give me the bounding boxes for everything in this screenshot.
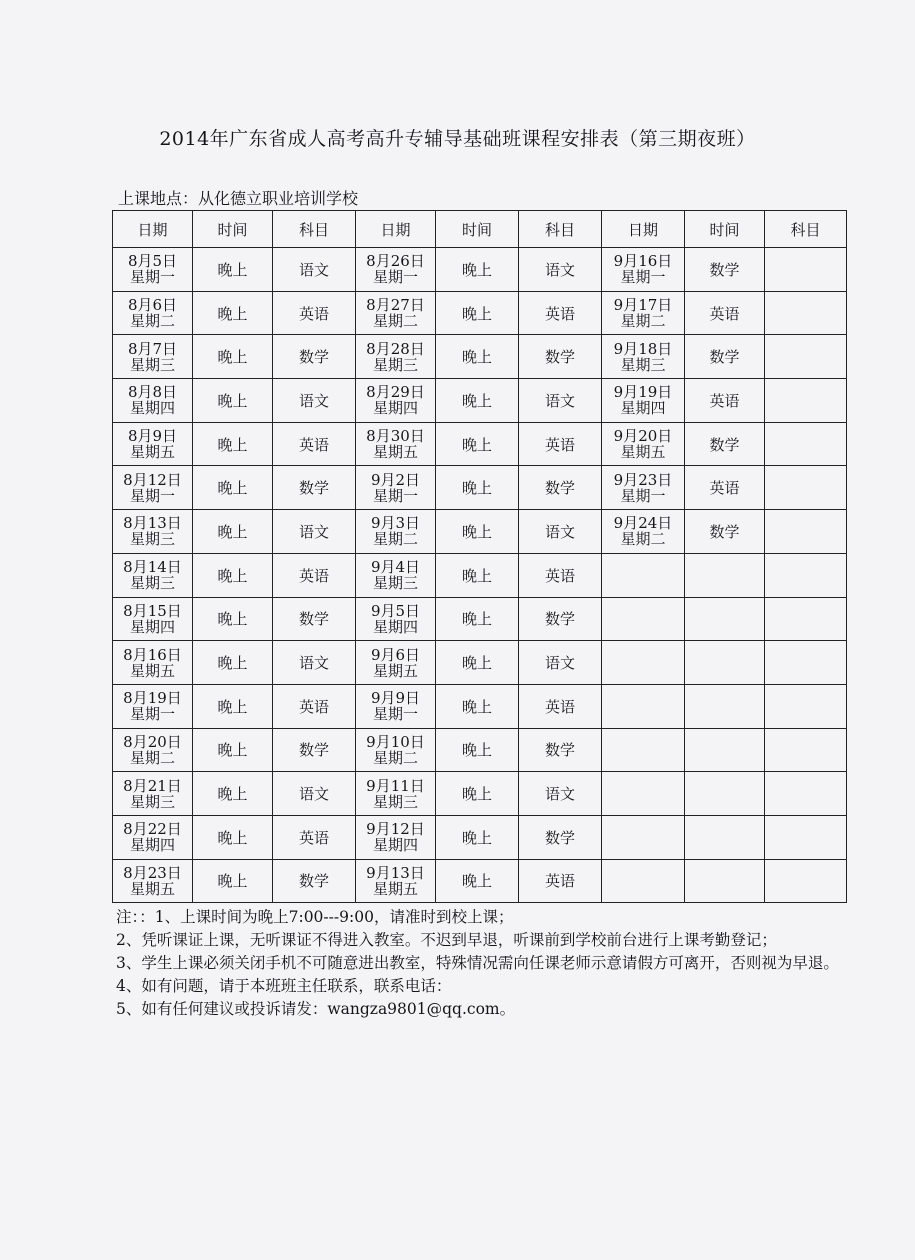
table-row <box>113 335 847 379</box>
time-cell: 晚上 <box>436 379 519 423</box>
weekday-text: 星期三 <box>129 355 175 374</box>
subject-cell <box>765 510 847 554</box>
weekday-text: 星期三 <box>372 574 418 593</box>
weekday-text: 星期一 <box>129 486 175 505</box>
time-cell <box>685 772 765 816</box>
column-header: 日期 <box>113 211 193 248</box>
subject-cell <box>602 597 685 641</box>
date-cell <box>602 335 685 379</box>
weekday-text: 星期四 <box>129 836 175 855</box>
column-header: 科目 <box>273 211 356 248</box>
subject-cell: 英语 <box>519 553 602 597</box>
table-row <box>113 772 847 816</box>
table-row <box>113 597 847 641</box>
subject-cell: 语文 <box>519 641 602 685</box>
date-cell <box>602 422 685 466</box>
time-cell: 晚上 <box>193 379 273 423</box>
time-cell: 英语 <box>685 291 765 335</box>
subject-cell: 数学 <box>273 597 356 641</box>
table-row <box>113 728 847 772</box>
time-cell: 英语 <box>685 379 765 423</box>
time-cell: 晚上 <box>193 859 273 903</box>
table-row <box>113 684 847 728</box>
time-cell: 晚上 <box>436 422 519 466</box>
date-text: 9月11日 <box>366 776 425 795</box>
subject-cell <box>602 553 685 597</box>
date-cell <box>113 422 193 466</box>
subject-cell <box>765 641 847 685</box>
date-text: 9月5日 <box>370 601 421 620</box>
subject-cell: 英语 <box>273 291 356 335</box>
date-cell <box>356 422 436 466</box>
subject-cell <box>765 291 847 335</box>
date-text: 8月26日 <box>366 252 425 271</box>
subject-cell: 语文 <box>273 772 356 816</box>
time-cell: 晚上 <box>193 291 273 335</box>
subject-cell <box>602 772 685 816</box>
date-text: 8月12日 <box>123 470 182 489</box>
date-cell <box>113 291 193 335</box>
time-cell: 晚上 <box>193 728 273 772</box>
date-cell <box>356 510 436 554</box>
column-header: 日期 <box>356 211 436 248</box>
subject-cell: 数学 <box>519 728 602 772</box>
subject-cell <box>765 684 847 728</box>
time-cell: 晚上 <box>193 597 273 641</box>
date-text: 8月22日 <box>123 820 182 839</box>
weekday-text: 星期一 <box>620 486 666 505</box>
time-cell: 晚上 <box>193 248 273 292</box>
time-cell: 晚上 <box>436 728 519 772</box>
subject-cell <box>765 379 847 423</box>
date-text: 9月10日 <box>366 732 425 751</box>
date-text: 8月27日 <box>366 296 425 315</box>
subject-cell: 英语 <box>273 684 356 728</box>
subject-cell: 语文 <box>273 510 356 554</box>
time-cell <box>685 815 765 859</box>
date-cell <box>356 597 436 641</box>
date-text: 9月6日 <box>370 645 421 664</box>
subject-cell <box>602 728 685 772</box>
date-cell <box>356 379 436 423</box>
time-cell: 晚上 <box>436 815 519 859</box>
date-text: 9月17日 <box>613 296 673 315</box>
subject-cell: 语文 <box>519 772 602 816</box>
time-cell: 晚上 <box>436 859 519 903</box>
subject-cell: 英语 <box>519 859 602 903</box>
date-cell <box>356 291 436 335</box>
column-header: 科目 <box>765 211 847 248</box>
subject-cell <box>765 772 847 816</box>
date-cell <box>356 641 436 685</box>
subject-cell: 语文 <box>273 379 356 423</box>
date-cell <box>113 684 193 728</box>
weekday-text: 星期四 <box>372 836 418 855</box>
date-text: 9月9日 <box>370 689 421 708</box>
weekday-text: 星期一 <box>129 268 175 287</box>
date-text: 8月7日 <box>127 339 178 358</box>
date-cell <box>356 859 436 903</box>
date-cell <box>356 684 436 728</box>
subject-cell: 语文 <box>273 248 356 292</box>
date-text: 8月29日 <box>366 383 425 402</box>
time-cell: 数学 <box>685 335 765 379</box>
date-text: 9月2日 <box>370 470 421 489</box>
note-3: 3、学生上课必须关闭手机不可随意进出教室，特殊情况需向任课老师示意请假方可离开，否则视为早退。 <box>116 954 839 972</box>
weekday-text: 星期五 <box>372 661 418 680</box>
table-row <box>113 379 847 423</box>
weekday-text: 星期五 <box>372 443 418 462</box>
date-cell <box>113 510 193 554</box>
time-cell: 晚上 <box>193 553 273 597</box>
weekday-text: 星期五 <box>129 661 175 680</box>
column-header: 科目 <box>519 211 602 248</box>
date-cell <box>602 248 685 292</box>
date-text: 9月12日 <box>366 820 425 839</box>
weekday-text: 星期四 <box>129 617 175 636</box>
table-row <box>113 248 847 292</box>
column-header: 时间 <box>193 211 273 248</box>
date-cell <box>113 379 193 423</box>
weekday-text: 星期四 <box>372 617 418 636</box>
notes-section <box>116 906 856 1021</box>
date-cell <box>113 859 193 903</box>
subject-cell: 数学 <box>519 597 602 641</box>
date-text: 8月15日 <box>123 601 182 620</box>
date-cell <box>113 335 193 379</box>
date-text: 8月21日 <box>123 776 182 795</box>
subject-cell: 数学 <box>519 815 602 859</box>
weekday-text: 星期五 <box>129 879 175 898</box>
subject-cell <box>765 859 847 903</box>
date-text: 8月28日 <box>366 339 425 358</box>
date-cell <box>356 466 436 510</box>
time-cell: 晚上 <box>193 422 273 466</box>
weekday-text: 星期三 <box>129 530 175 549</box>
date-text: 8月30日 <box>366 427 425 446</box>
time-cell: 英语 <box>685 466 765 510</box>
weekday-text: 星期五 <box>620 443 666 462</box>
date-text: 9月24日 <box>613 514 673 533</box>
date-cell <box>602 466 685 510</box>
date-text: 8月20日 <box>123 732 182 751</box>
weekday-text: 星期一 <box>620 268 666 287</box>
subject-cell: 语文 <box>519 510 602 554</box>
date-cell <box>113 641 193 685</box>
weekday-text: 星期二 <box>129 312 175 331</box>
subject-cell <box>602 684 685 728</box>
time-cell <box>685 684 765 728</box>
date-text: 9月18日 <box>613 339 673 358</box>
class-location: 上课地点：从化德立职业培训学校 <box>118 189 359 208</box>
subject-cell: 英语 <box>273 422 356 466</box>
weekday-text: 星期三 <box>129 792 175 811</box>
weekday-text: 星期四 <box>620 399 666 418</box>
column-header: 日期 <box>602 211 685 248</box>
weekday-text: 星期五 <box>372 879 418 898</box>
date-cell <box>113 597 193 641</box>
date-text: 8月9日 <box>127 427 178 446</box>
subject-cell <box>765 466 847 510</box>
weekday-text: 星期一 <box>372 705 418 724</box>
note-4: 4、如有问题，请于本班班主任联系，联系电话： <box>116 977 452 995</box>
time-cell <box>685 641 765 685</box>
date-text: 9月20日 <box>613 427 673 446</box>
time-cell <box>685 597 765 641</box>
date-cell <box>602 291 685 335</box>
column-header: 时间 <box>685 211 765 248</box>
subject-cell: 英语 <box>519 291 602 335</box>
weekday-text: 星期五 <box>129 443 175 462</box>
time-cell: 晚上 <box>193 641 273 685</box>
weekday-text: 星期三 <box>620 355 666 374</box>
subject-cell: 数学 <box>519 335 602 379</box>
time-cell: 晚上 <box>436 553 519 597</box>
subject-cell: 英语 <box>273 815 356 859</box>
date-text: 8月8日 <box>127 383 178 402</box>
note-2: 2、凭听课证上课，无听课证不得进入教室。不迟到早退，听课前到学校前台进行上课考勤登记； <box>116 931 777 949</box>
table-row <box>113 859 847 903</box>
date-cell <box>602 379 685 423</box>
time-cell <box>685 859 765 903</box>
date-cell <box>356 772 436 816</box>
table-row <box>113 815 847 859</box>
time-cell: 晚上 <box>436 641 519 685</box>
time-cell: 数学 <box>685 510 765 554</box>
date-cell <box>356 728 436 772</box>
weekday-text: 星期二 <box>620 312 666 331</box>
date-text: 8月14日 <box>123 558 182 577</box>
table-row <box>113 510 847 554</box>
time-cell: 晚上 <box>436 510 519 554</box>
weekday-text: 星期二 <box>620 530 666 549</box>
time-cell <box>685 728 765 772</box>
subject-cell: 英语 <box>519 422 602 466</box>
date-text: 8月19日 <box>123 689 182 708</box>
subject-cell <box>765 597 847 641</box>
subject-cell: 数学 <box>273 859 356 903</box>
date-text: 8月6日 <box>127 296 178 315</box>
weekday-text: 星期一 <box>372 268 418 287</box>
date-text: 8月16日 <box>123 645 182 664</box>
date-cell <box>356 335 436 379</box>
date-text: 9月16日 <box>613 252 673 271</box>
weekday-text: 星期一 <box>372 486 418 505</box>
table-row <box>113 291 847 335</box>
note-5: 5、如有任何建议或投诉请发：wangza9801@qq.com。 <box>116 1000 516 1018</box>
date-text: 9月23日 <box>613 470 673 489</box>
subject-cell: 英语 <box>273 553 356 597</box>
subject-cell: 语文 <box>519 248 602 292</box>
subject-cell: 数学 <box>273 728 356 772</box>
subject-cell <box>765 553 847 597</box>
time-cell <box>685 553 765 597</box>
time-cell: 数学 <box>685 248 765 292</box>
table-row <box>113 553 847 597</box>
column-header: 时间 <box>436 211 519 248</box>
subject-cell: 数学 <box>519 466 602 510</box>
weekday-text: 星期二 <box>372 312 418 331</box>
time-cell: 晚上 <box>436 772 519 816</box>
date-text: 9月19日 <box>613 383 673 402</box>
date-cell <box>113 815 193 859</box>
subject-cell <box>602 641 685 685</box>
date-text: 8月5日 <box>127 252 178 271</box>
subject-cell <box>765 815 847 859</box>
date-text: 9月4日 <box>370 558 421 577</box>
time-cell: 晚上 <box>436 335 519 379</box>
subject-cell <box>765 248 847 292</box>
time-cell: 晚上 <box>436 466 519 510</box>
time-cell: 数学 <box>685 422 765 466</box>
header-row <box>113 211 847 248</box>
subject-cell: 语文 <box>273 641 356 685</box>
page-title: 2014年广东省成人高考高升专辅导基础班课程安排表（第三期夜班） <box>159 128 756 150</box>
schedule-table <box>112 210 847 903</box>
date-cell <box>602 510 685 554</box>
time-cell: 晚上 <box>436 291 519 335</box>
subject-cell <box>765 335 847 379</box>
date-cell <box>113 772 193 816</box>
weekday-text: 星期二 <box>372 530 418 549</box>
subject-cell <box>765 728 847 772</box>
weekday-text: 星期三 <box>372 792 418 811</box>
subject-cell: 英语 <box>519 684 602 728</box>
weekday-text: 星期二 <box>129 748 175 767</box>
date-text: 9月3日 <box>370 514 421 533</box>
weekday-text: 星期四 <box>372 399 418 418</box>
date-text: 8月23日 <box>123 863 182 882</box>
time-cell: 晚上 <box>436 248 519 292</box>
weekday-text: 星期二 <box>372 748 418 767</box>
time-cell: 晚上 <box>193 772 273 816</box>
time-cell: 晚上 <box>193 335 273 379</box>
table-row <box>113 422 847 466</box>
table-row <box>113 466 847 510</box>
note-1: 注：：1、上课时间为晚上7:00---9:00，请准时到校上课； <box>116 908 514 926</box>
subject-cell <box>602 859 685 903</box>
time-cell: 晚上 <box>436 597 519 641</box>
subject-cell: 语文 <box>519 379 602 423</box>
date-cell <box>113 466 193 510</box>
date-text: 9月13日 <box>366 863 425 882</box>
subject-cell <box>765 422 847 466</box>
subject-cell: 数学 <box>273 466 356 510</box>
time-cell: 晚上 <box>193 466 273 510</box>
time-cell: 晚上 <box>193 510 273 554</box>
date-text: 8月13日 <box>123 514 182 533</box>
table-row <box>113 641 847 685</box>
weekday-text: 星期四 <box>129 399 175 418</box>
weekday-text: 星期三 <box>372 355 418 374</box>
weekday-text: 星期三 <box>129 574 175 593</box>
subject-cell: 数学 <box>273 335 356 379</box>
date-cell <box>113 553 193 597</box>
date-cell <box>356 815 436 859</box>
date-cell <box>356 248 436 292</box>
date-cell <box>356 553 436 597</box>
time-cell: 晚上 <box>193 684 273 728</box>
subject-cell <box>602 815 685 859</box>
time-cell: 晚上 <box>436 684 519 728</box>
time-cell: 晚上 <box>193 815 273 859</box>
weekday-text: 星期一 <box>129 705 175 724</box>
date-cell <box>113 728 193 772</box>
date-cell <box>113 248 193 292</box>
